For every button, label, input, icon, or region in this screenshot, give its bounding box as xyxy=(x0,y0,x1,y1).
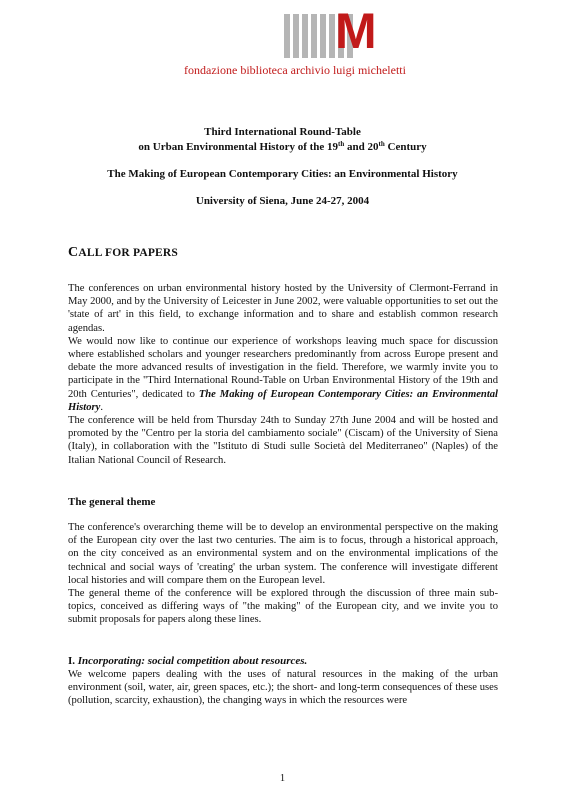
general-theme-paragraph-1: The conference's overarching theme will be to develop an environmental perspective on the making of the European city over the last two centuries. The aim is to focus, through a historical approach, on the city conceived as an environmental system and on the environmental implications of the technical and social ways of 'creating' the urban system. The conference will investigate different local histories and will compare them on the European level. xyxy=(68,522,498,586)
conference-venue: University of Siena, June 24-27, 2004 xyxy=(195,195,370,207)
subtopic-1-heading: I. Incorporating: social competition about resources. xyxy=(68,655,308,667)
general-theme-heading: The general theme xyxy=(68,496,156,508)
conference-subtitle: The Making of European Contemporary Cities: an Environmental History xyxy=(107,168,458,180)
intro-section xyxy=(68,282,498,467)
logo-m-letter: M xyxy=(335,3,375,59)
intro-paragraph-3: The conference will be held from Thursday 24th to Sunday 27th June 2004 and will be hosted and promoted by the "Centro per la storia del cambiamento sociale" (Ciscam) of the University of Siena (Italy), in collaboration with the "Istituto di Studi sulle Società del Mediterraneo" (Naples) of the Italian National Council of Research. xyxy=(68,415,498,466)
general-theme-section xyxy=(68,521,498,627)
call-for-papers-heading: CALL FOR PAPERS xyxy=(68,245,179,260)
intro-paragraph-2: We would now like to continue our experience of workshops leaving much space for discussion where established scholars and younger researchers predominantly from across Europe present and debate the more advanced results of investigation in the field. Therefore, we warmly invite you to participate in the "Third International Round-Table on Urban Environmental History of the 19th and 20th Centuries", dedicated to The Making of European Contemporary Cities: an Environmental History. xyxy=(68,335,498,413)
intro-paragraph-1: The conferences on urban environmental history hosted by the University of Clermont-Ferrand in May 2000, and by the University of Leicester in June 2002, were valuable opportunities to set out the 'state of art' in this field, to exchange information and to share and establish common research agendas. xyxy=(68,283,498,334)
conference-title-line2: on Urban Environmental History of the 19th and 20th Century xyxy=(138,140,427,153)
general-theme-paragraph-2: The general theme of the conference will be explored through the discussion of three main sub-topics, conceived as differing ways of "the making" of the European city, and we invite you to submit proposals for papers along these lines. xyxy=(68,588,498,626)
subtopic-1-text: We welcome papers dealing with the uses of natural resources in the making of the urban environment (soil, water, air, green spaces, etc.); the short- and long-term consequences of these uses (pollution, scarcity, exhaustion), the changing ways in which the resources were xyxy=(68,669,498,707)
conference-title-line1: Third International Round-Table xyxy=(204,126,361,138)
page-number: 1 xyxy=(279,773,286,784)
foundation-name: fondazione biblioteca archivio luigi micheletti xyxy=(184,63,406,77)
